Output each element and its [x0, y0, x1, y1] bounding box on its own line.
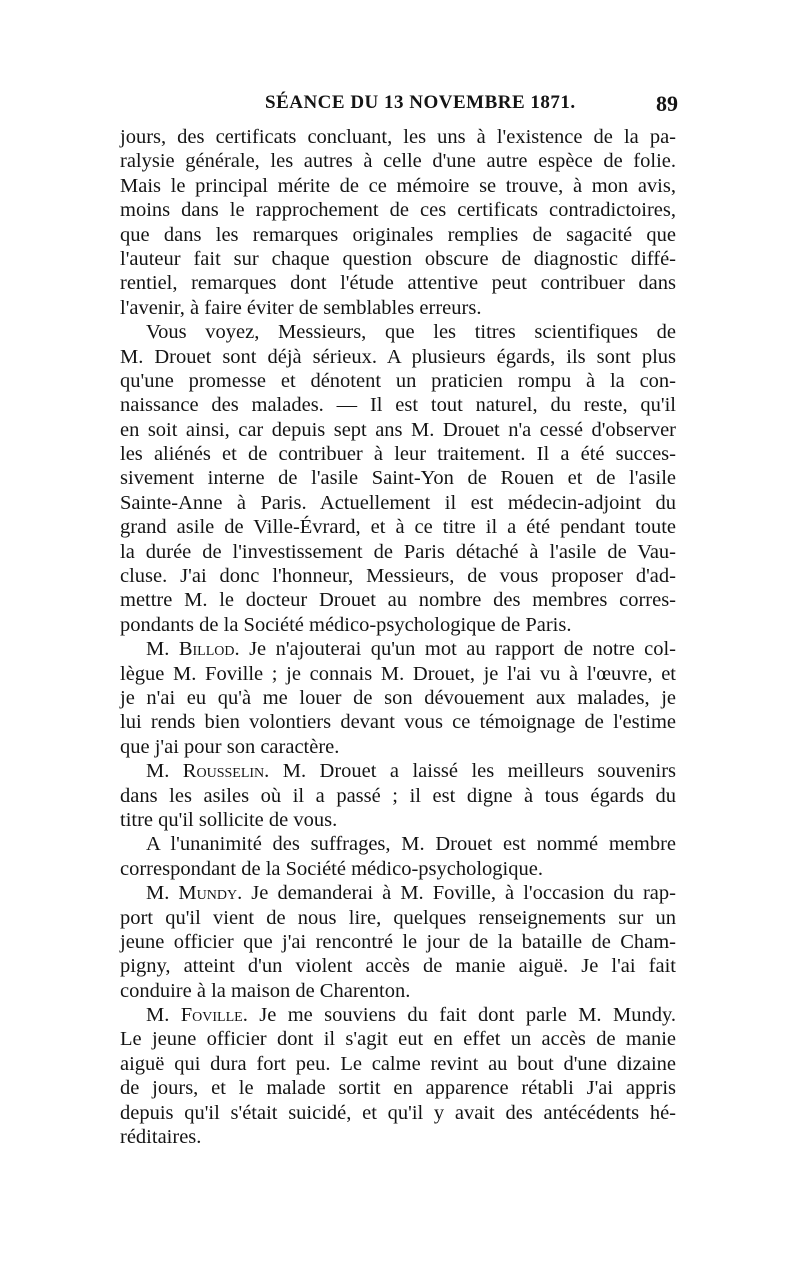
text-line: [120, 759, 676, 783]
line-text: conduire à la maison de Charenton.: [120, 979, 411, 1002]
text-line: [120, 515, 676, 539]
line-text: ralysie générale, les autres à celle d'une autre espèce de folie.: [120, 150, 676, 173]
text-line: [120, 808, 676, 832]
speaker-name: M. Foville.: [146, 1004, 248, 1027]
text-line: [120, 540, 676, 564]
line-text: dans les asiles où il a passé ; il est digne à tous égards du: [120, 784, 676, 807]
text-line: [120, 345, 676, 369]
line-text: que dans les remarques originales remplies de sagacité que: [120, 223, 676, 246]
line-text: jeune officier que j'ai rencontré le jour de la bataille de Cham-: [120, 930, 676, 953]
text-line: [120, 296, 676, 320]
text-line: [120, 1076, 676, 1100]
line-text: Vous voyez, Messieurs, que les titres scientifiques de: [146, 321, 676, 344]
text-line: [120, 418, 676, 442]
text-line: [120, 491, 676, 515]
text-line: [120, 320, 676, 344]
line-text: Je n'ajouterai qu'un mot au rapport de notre col-: [239, 638, 677, 661]
speaker-name: M. Mundy.: [146, 882, 243, 905]
text-line: [120, 174, 676, 198]
line-text: cluse. J'ai donc l'honneur, Messieurs, de vous proposer d'ad-: [120, 565, 676, 588]
line-text: Mais le principal mérite de ce mémoire se trouve, à mon avis,: [120, 174, 676, 197]
text-line: [120, 1125, 676, 1149]
line-text: en soit ainsi, car depuis sept ans M. Drouet n'a cessé d'observer: [120, 418, 676, 441]
running-head: SÉANCE DU 13 NOVEMBRE 1871.: [265, 92, 576, 113]
line-text: grand asile de Ville-Évrard, et à ce titre il a été pendant toute: [120, 516, 676, 539]
line-text: pondants de la Société médico-psychologique de Paris.: [120, 613, 572, 636]
line-text: rentiel, remarques dont l'étude attentive peut contribuer dans: [120, 272, 676, 295]
text-line: [120, 613, 676, 637]
text-line: [120, 662, 676, 686]
text-line: [120, 223, 676, 247]
text-line: [120, 954, 676, 978]
body-text: [120, 125, 676, 1149]
text-line: [120, 1052, 676, 1076]
text-line: [120, 149, 676, 173]
line-text: Sainte-Anne à Paris. Actuellement il est médecin-adjoint du: [120, 491, 676, 514]
line-text: l'auteur fait sur chaque question obscure de diagnostic diffé-: [120, 247, 676, 270]
line-text: naissance des malades. — Il est tout naturel, du reste, qu'il: [120, 394, 676, 417]
line-text: aiguë qui dura fort peu. Le calme revint au bout d'une dizaine: [120, 1052, 676, 1075]
text-line: [120, 710, 676, 734]
line-text: M. Drouet sont déjà sérieux. A plusieurs égards, ils sont plus: [120, 345, 676, 368]
text-line: [120, 832, 676, 856]
line-text: que j'ai pour son caractère.: [120, 735, 340, 758]
text-line: [120, 979, 676, 1003]
text-line: [120, 881, 676, 905]
text-line: [120, 125, 676, 149]
line-text: sivement interne de l'asile Saint-Yon de Rouen et de l'asile: [120, 467, 676, 490]
text-line: [120, 198, 676, 222]
line-text: les aliénés et de contribuer à leur traitement. Il a été succes-: [120, 443, 676, 466]
text-line: [120, 564, 676, 588]
text-line: [120, 686, 676, 710]
text-line: [120, 588, 676, 612]
line-text: la durée de l'investissement de Paris détaché à l'asile de Vau-: [120, 540, 676, 563]
text-line: [120, 393, 676, 417]
text-line: [120, 930, 676, 954]
text-line: [120, 247, 676, 271]
line-text: de jours, et le malade sortit en apparence rétabli J'ai appris: [120, 1077, 676, 1100]
line-text: A l'unanimité des suffrages, M. Drouet est nommé membre: [146, 833, 676, 856]
text-line: [120, 735, 676, 759]
line-text: moins dans le rapprochement de ces certificats contradictoires,: [120, 199, 676, 222]
line-text: Le jeune officier dont il s'agit eut en effet un accès de manie: [120, 1028, 676, 1051]
line-text: titre qu'il sollicite de vous.: [120, 808, 338, 831]
line-text: je n'ai eu qu'à me louer de son dévouement aux malades, je: [120, 686, 676, 709]
text-line: [120, 442, 676, 466]
text-line: [120, 784, 676, 808]
text-line: [120, 466, 676, 490]
text-line: [120, 1027, 676, 1051]
text-line: [120, 369, 676, 393]
page-header: [120, 92, 680, 122]
line-text: lègue M. Foville ; je connais M. Drouet, je l'ai vu à l'œuvre, et: [120, 662, 676, 685]
line-text: qu'une promesse et dénotent un praticien rompu à la con-: [120, 369, 676, 392]
line-text: port qu'il vient de nous lire, quelques renseignements sur un: [120, 906, 676, 929]
text-line: [120, 906, 676, 930]
line-text: jours, des certificats concluant, les uns à l'existence de la pa-: [120, 126, 676, 148]
text-line: [120, 1101, 676, 1125]
text-line: [120, 1003, 676, 1027]
line-text: correspondant de la Société médico-psychologique.: [120, 857, 543, 880]
text-line: [120, 271, 676, 295]
speaker-name: M. Billod.: [146, 638, 240, 661]
text-line: [120, 637, 676, 661]
line-text: depuis qu'il s'était suicidé, et qu'il y avait des antécédents hé-: [120, 1101, 676, 1124]
speaker-name: M. Rousselin.: [146, 760, 270, 783]
line-text: M. Drouet a laissé les meilleurs souvenirs: [269, 760, 676, 783]
text-line: [120, 857, 676, 881]
page-number: 89: [656, 91, 678, 116]
line-text: réditaires.: [120, 1126, 202, 1149]
line-text: l'avenir, à faire éviter de semblables erreurs.: [120, 296, 482, 319]
line-text: mettre M. le docteur Drouet au nombre des membres corres-: [120, 589, 676, 612]
line-text: pigny, atteint d'un violent accès de manie aiguë. Je l'ai fait: [120, 955, 676, 978]
line-text: Je demanderai à M. Foville, à l'occasion du rap-: [242, 882, 676, 905]
line-text: Je me souviens du fait dont parle M. Mundy.: [247, 1004, 676, 1027]
line-text: lui rends bien volontiers devant vous ce témoignage de l'estime: [120, 711, 676, 734]
